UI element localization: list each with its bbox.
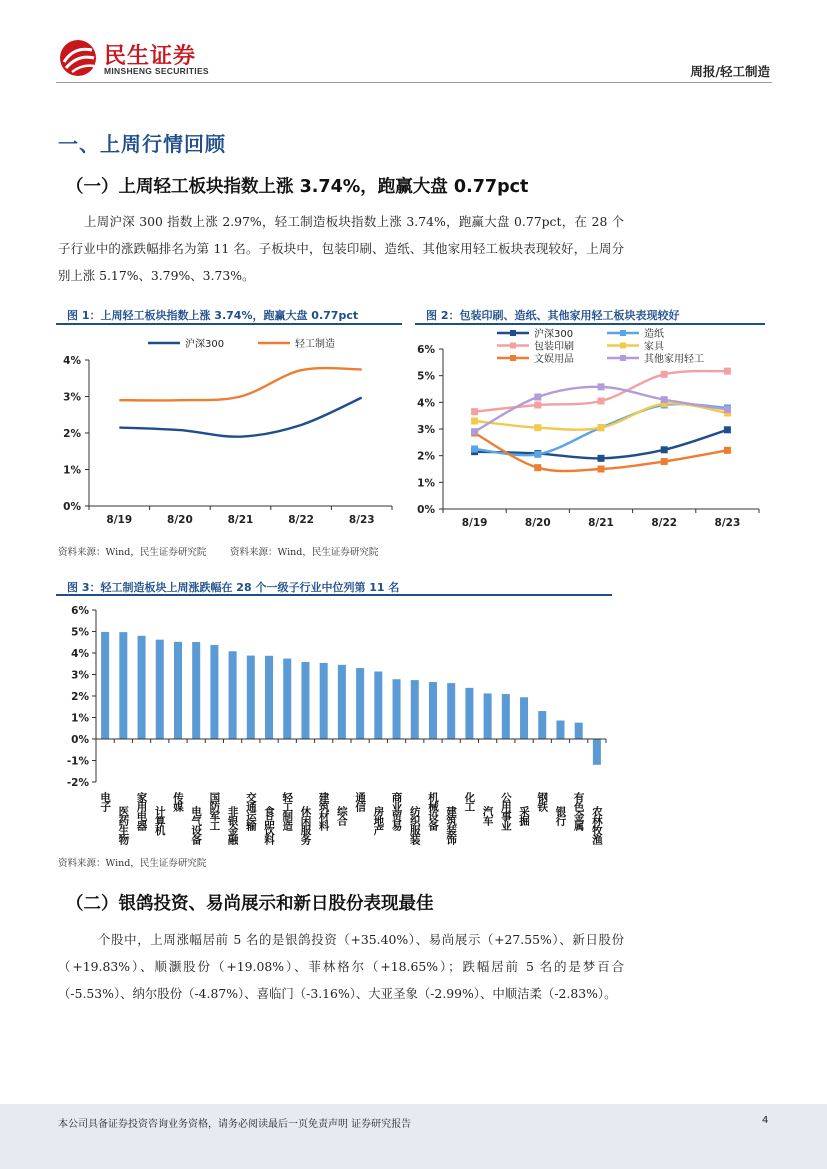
- data-point: [534, 464, 541, 471]
- page-footer: [0, 1104, 827, 1169]
- bar: [593, 739, 601, 765]
- data-point: [724, 368, 731, 375]
- legend-marker: [620, 330, 626, 336]
- x-tick-label: 8/19: [106, 514, 133, 526]
- bar: [101, 632, 109, 739]
- bar: [502, 694, 510, 739]
- bar: [429, 682, 437, 739]
- x-category-label: 公用事业: [499, 792, 512, 830]
- data-point: [534, 394, 541, 401]
- x-category-label: 传媒: [171, 792, 184, 811]
- data-point: [471, 446, 478, 453]
- data-point: [534, 424, 541, 431]
- summary-paragraph: 上周沪深 300 指数上涨 2.97%，轻工制造板块指数上涨 3.74%，跑赢大盘 0.77pct，在 28 个子行业中的涨跌幅排名为第 11 名。子板块中，包装印刷、造纸、其他家用轻工板块表现较好，上周分别上涨 5.17%、3.79%、3.73%。: [58, 214, 624, 283]
- x-tick-label: 8/22: [651, 517, 678, 529]
- subsection2-title: （二）银鸽投资、易尚展示和新日股份表现最佳: [66, 894, 434, 914]
- data-point: [661, 371, 668, 378]
- legend-label: 包装印刷: [534, 341, 574, 353]
- y-tick-label: 0%: [417, 504, 435, 516]
- data-point: [534, 402, 541, 409]
- figure2-source: 资料来源：Wind，民生证券研究院: [230, 547, 379, 558]
- bar: [465, 688, 473, 739]
- y-tick-label: 2%: [71, 691, 89, 703]
- x-category-label: 综合: [335, 806, 348, 825]
- data-point: [471, 408, 478, 415]
- y-tick-label: 4%: [63, 355, 81, 367]
- x-category-label: 食品饮料: [263, 806, 276, 844]
- x-tick-label: 8/21: [588, 517, 614, 529]
- data-point: [471, 428, 478, 435]
- subsection-title: （一）上周轻工板块指数上涨 3.74%，跑赢大盘 0.77pct: [66, 177, 529, 197]
- data-point: [598, 466, 605, 473]
- x-tick-label: 8/20: [524, 517, 551, 529]
- legend-marker: [620, 343, 626, 349]
- data-point: [598, 455, 605, 462]
- x-category-label: 房地产: [372, 806, 385, 835]
- x-category-label: 化工: [463, 792, 476, 811]
- data-point: [598, 424, 605, 431]
- data-point: [661, 458, 668, 465]
- data-point: [534, 451, 541, 458]
- data-point: [471, 418, 478, 425]
- data-point: [598, 398, 605, 405]
- figure1-line-chart: [56, 325, 402, 535]
- bar: [119, 632, 127, 739]
- data-point: [661, 396, 668, 403]
- y-tick-label: 0%: [71, 734, 89, 746]
- figure1-title: 图 1：上周轻工板块指数上涨 3.74%，跑赢大盘 0.77pct: [67, 309, 359, 322]
- figure1-source: 资料来源：Wind，民生证券研究院: [58, 547, 207, 558]
- figure2-title: 图 2：包装印刷、造纸、其他家用轻工板块表现较好: [426, 309, 680, 322]
- bar: [138, 636, 146, 739]
- y-tick-label: -1%: [66, 755, 89, 768]
- x-tick-label: 8/21: [227, 514, 254, 526]
- logo-chinese-name: 民生证券: [104, 44, 197, 69]
- legend-marker: [620, 355, 626, 361]
- y-tick-label: 2%: [417, 450, 435, 463]
- company-logo: [56, 38, 236, 80]
- x-tick-label: 8/20: [167, 514, 193, 526]
- x-category-label: 钢铁: [536, 792, 549, 811]
- y-tick-label: 1%: [417, 477, 435, 490]
- y-tick-label: -2%: [66, 777, 89, 789]
- data-point: [724, 406, 731, 413]
- y-tick-label: 3%: [417, 424, 435, 436]
- x-category-label: 纺织服装: [408, 806, 421, 844]
- figure3-bar-chart: [56, 596, 612, 850]
- figure3-title: 图 3：轻工制造板块上周涨跌幅在 28 个一级子行业中位列第 11 名: [67, 581, 400, 594]
- bar: [301, 662, 309, 739]
- x-category-label: 家用电器: [135, 792, 148, 830]
- series-line: [119, 398, 361, 437]
- x-tick-label: 8/22: [288, 514, 314, 526]
- x-category-label: 电子: [99, 792, 112, 811]
- bar: [192, 642, 200, 739]
- legend-label: 家具: [644, 341, 664, 353]
- x-tick-label: 8/23: [348, 514, 375, 526]
- data-point: [598, 383, 605, 390]
- bar: [374, 671, 382, 739]
- figure3-source: 资料来源：Wind，民生证券研究院: [58, 858, 207, 869]
- x-category-label: 汽车: [481, 806, 494, 825]
- bar: [520, 697, 528, 739]
- x-category-label: 建筑装饰: [445, 806, 458, 844]
- bar: [411, 680, 419, 739]
- y-tick-label: 5%: [417, 370, 435, 383]
- y-tick-label: 4%: [417, 397, 435, 410]
- section-title: 一、上周行情回顾: [58, 132, 226, 156]
- bar: [356, 668, 364, 739]
- bar: [538, 711, 546, 739]
- x-category-label: 国防军工: [208, 792, 221, 830]
- y-tick-label: 0%: [63, 501, 81, 513]
- legend-marker: [510, 343, 516, 349]
- legend-marker: [510, 355, 516, 361]
- x-tick-label: 8/19: [461, 517, 488, 529]
- y-tick-label: 6%: [71, 605, 89, 617]
- bar: [174, 642, 182, 739]
- y-tick-label: 3%: [63, 391, 81, 404]
- logo-english-name: MINSHENG SECURITIES: [104, 66, 209, 76]
- bar: [484, 693, 492, 739]
- bar: [320, 663, 328, 739]
- x-category-label: 轻工制造: [281, 792, 294, 830]
- x-tick-label: 8/23: [714, 517, 741, 529]
- header-divider: [56, 82, 772, 83]
- bar: [156, 640, 164, 739]
- series-line: [119, 368, 361, 400]
- bar: [447, 683, 455, 739]
- x-category-label: 计算机: [153, 806, 166, 835]
- bar: [283, 659, 291, 739]
- y-tick-label: 3%: [71, 669, 89, 682]
- x-category-label: 非银金融: [226, 806, 239, 844]
- x-category-label: 医药生物: [117, 806, 130, 844]
- x-category-label: 银行: [554, 806, 567, 825]
- x-category-label: 有色金属: [572, 792, 585, 830]
- x-category-label: 商业贸易: [390, 792, 403, 830]
- legend-label: 轻工制造: [295, 339, 335, 350]
- x-category-label: 交通运输: [244, 792, 257, 830]
- x-category-label: 建筑材料: [317, 792, 330, 830]
- legend-label: 沪深300: [534, 329, 574, 340]
- report-category: 周报/轻工制造: [690, 64, 770, 79]
- bar: [393, 679, 401, 739]
- bar: [210, 645, 218, 739]
- bar: [265, 656, 273, 739]
- data-point: [724, 426, 731, 433]
- figure2-line-chart: [415, 325, 765, 535]
- y-tick-label: 2%: [63, 428, 81, 440]
- page-number: 4: [762, 1115, 769, 1126]
- y-tick-label: 1%: [71, 712, 89, 725]
- bar: [338, 665, 346, 739]
- y-tick-label: 1%: [63, 464, 81, 477]
- y-tick-label: 4%: [71, 648, 89, 660]
- data-point: [724, 447, 731, 454]
- x-category-label: 通信: [354, 792, 367, 811]
- y-tick-label: 5%: [71, 626, 89, 639]
- x-category-label: 机械设备: [426, 792, 439, 830]
- logo-emblem-icon: [56, 38, 100, 78]
- data-point: [661, 446, 668, 453]
- legend-marker: [510, 330, 516, 336]
- y-tick-label: 6%: [417, 344, 435, 356]
- bar: [556, 721, 564, 739]
- stock-performance-paragraph: 个股中，上周涨幅居前 5 名的是银鸽投资（+35.40%）、易尚展示（+27.55%）、新日股份（+19.83%）、顺灏股份（+19.08%）、菲林格尔（+18.65%）；跌幅居前 5 名的是梦百合（-5.53%）、纳尔股份（-4.87%）、喜临门（-3.16%）、大亚圣象（-2.99%）、中顺洁柔（-2.83%）。: [58, 932, 624, 1001]
- x-category-label: 农林牧渔: [590, 806, 603, 844]
- legend-label: 其他家用轻工: [644, 354, 704, 365]
- x-category-label: 休闲服务: [299, 806, 312, 844]
- x-category-label: 电气设备: [190, 806, 203, 844]
- bar: [247, 656, 255, 739]
- bar: [229, 651, 237, 739]
- bar: [575, 723, 583, 739]
- legend-label: 沪深300: [185, 339, 225, 350]
- legend-label: 文娱用品: [534, 354, 574, 365]
- footer-disclaimer: 本公司具备证券投资咨询业务资格，请务必阅读最后一页免责声明 证券研究报告: [58, 1119, 412, 1130]
- legend-label: 造纸: [644, 329, 664, 340]
- x-category-label: 采掘: [518, 806, 531, 825]
